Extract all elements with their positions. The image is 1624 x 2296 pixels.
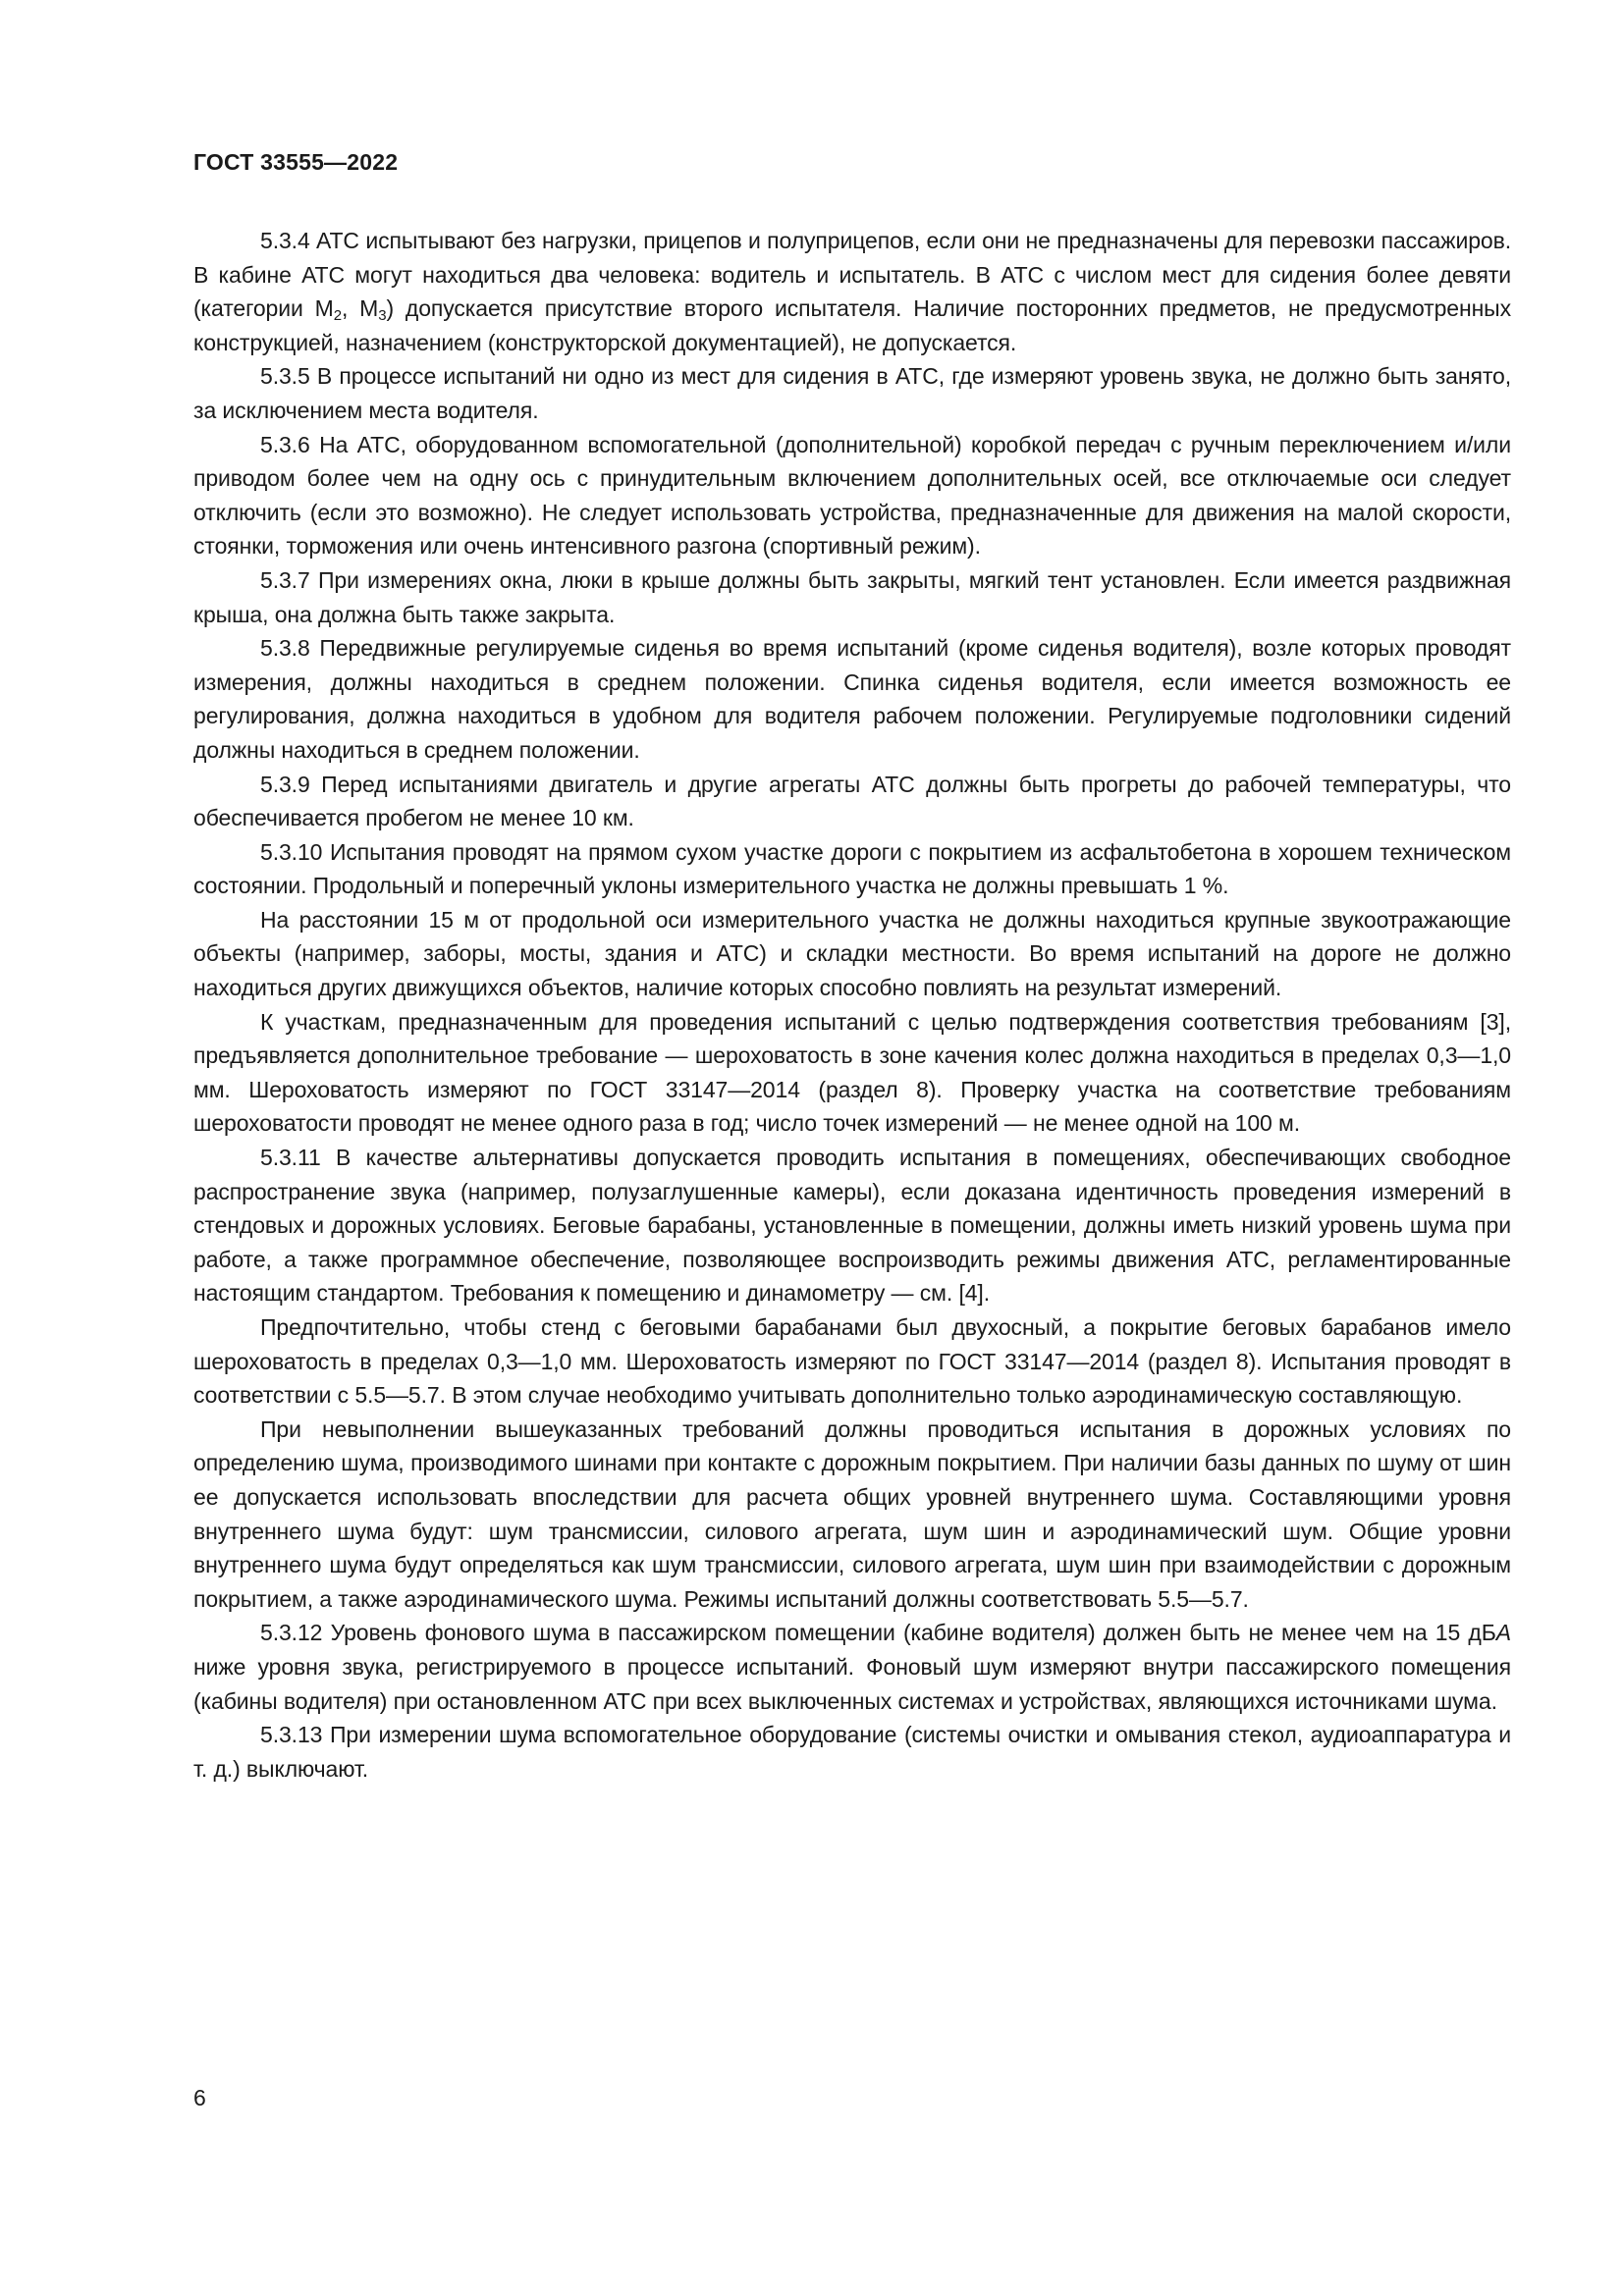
paragraph-5-3-10-distance: На расстоянии 15 м от продольной оси измерительного участка не должны находиться крупные звукоотражающие объекты (например, заборы, мосты, здания и АТС) и складки местности. Во время испытаний на дороге не должно находиться других движущихся объектов, наличие которых способно повлиять на результат измерений. <box>193 906 1511 1001</box>
paragraph-5-3-8: 5.3.8 Передвижные регулируемые сиденья во время испытаний (кроме сиденья водителя), возле которых проводят измерения, должны находиться в среднем положении. Спинка сиденья водителя, если имеется возможность ее регулирования, должна находиться в удобном для водителя рабочем положении. Регулируемые подголовники сидений должны находиться в среднем положении. <box>193 635 1511 763</box>
paragraph-5-3-10-roughness: К участкам, предназначенным для проведения испытаний с целью подтверждения соответствия требованиям [3], предъявляется дополнительное требование — шероховатость в зоне качения колес должна находиться в пределах 0,3—1,0 мм. Шероховатость измеряют по ГОСТ 33147—2014 (раздел 8). Проверку участка на соответствие требованиям шероховатости проводят не менее одного раза в год; число точек измерений — не менее одной на 100 м. <box>193 1008 1511 1137</box>
paragraph-5-3-11-stand: Предпочтительно, чтобы стенд с беговыми барабанами был двухосный, а покрытие беговых барабанов имело шероховатость в пределах 0,3—1,0 мм. Шероховатость измеряют по ГОСТ 33147—2014 (раздел 8). Испытания проводят в соответствии с 5.5—5.7. В этом случае необходимо учитывать дополнительно только аэродинамическую составляющую. <box>193 1314 1511 1409</box>
paragraph-5-3-6: 5.3.6 На АТС, оборудованном вспомогательной (дополнительной) коробкой передач с ручным переключением и/или приводом более чем на одну ось с принудительным включением дополнительных осей, все отключаемые оси следует отключить (если это возможно). Не следует использовать устройства, предназначенные для движения на малой скорости, стоянки, торможения или очень интенсивного разгона (спортивный режим). <box>193 431 1511 560</box>
page-number: 6 <box>193 2085 206 2110</box>
paragraph-5-3-12: 5.3.12 Уровень фонового шума в пассажирском помещении (кабине водителя) должен быть не менее чем на 15 дБА ниже уровня звука, регистрируемого в процессе испытаний. Фоновый шум измеряют внутри пассажирского помещения (кабины водителя) при остановленном АТС при всех выключенных системах и устройствах, являющихся источниками шума. <box>193 1620 1511 1714</box>
paragraph-5-3-9: 5.3.9 Перед испытаниями двигатель и другие агрегаты АТС должны быть прогреты до рабочей температуры, что обеспечивается пробегом не менее 10 км. <box>193 771 1511 831</box>
document-body <box>193 224 1511 1786</box>
paragraph-5-3-7: 5.3.7 При измерениях окна, люки в крыше должны быть закрыты, мягкий тент установлен. Если имеется раздвижная крыша, она должна быть также закрыта. <box>193 566 1511 627</box>
paragraph-5-3-11-road: При невыполнении вышеуказанных требований должны проводиться испытания в дорожных условиях по определению шума, производимого шинами при контакте с дорожным покрытием. При наличии базы данных по шуму от шин ее допускается использовать впоследствии для расчета общих уровней внутреннего шума. Составляющими уровня внутреннего шума будут: шум трансмиссии, силового агрегата, шум шин и аэродинамический шум. Общие уровни внутреннего шума будут определяться как шум трансмиссии, силового агрегата, шум шин при взаимодействии с дорожным покрытием, а также аэродинамического шума. Режимы испытаний должны соответствовать 5.5—5.7. <box>193 1415 1511 1612</box>
document-header: ГОСТ 33555—2022 <box>193 149 399 175</box>
paragraph-5-3-11: 5.3.11 В качестве альтернативы допускается проводить испытания в помещениях, обеспечивающих свободное распространение звука (например, полузаглушенные камеры), если доказана идентичность проведения измерений в стендовых и дорожных условиях. Беговые барабаны, установленные в помещении, должны иметь низкий уровень шума при работе, а также программное обеспечение, позволяющее воспроизводить режимы движения АТС, регламентированные настоящим стандартом. Требования к помещению и динамометру — см. [4]. <box>193 1145 1511 1307</box>
paragraph-5-3-4: 5.3.4 АТС испытывают без нагрузки, прицепов и полуприцепов, если они не предназначены для перевозки пассажиров. В кабине АТС могут находиться два человека: водитель и испытатель. В АТС с числом мест для сидения более девяти (категории $M_2$, $M_3$) допускается присутствие второго испытателя. Наличие посторонних предметов, не предусмотренных конструкцией, назначением (конструкторской документацией), не допускается. <box>193 228 1512 355</box>
paragraph-5-3-13: 5.3.13 При измерении шума вспомогательное оборудование (системы очистки и омывания стекол, аудиоаппаратура и т. д.) выключают. <box>193 1722 1511 1782</box>
paragraph-5-3-5: 5.3.5 В процессе испытаний ни одно из мест для сидения в АТС, где измеряют уровень звука, не должно быть занято, за исключением места водителя. <box>193 363 1511 423</box>
paragraph-5-3-10: 5.3.10 Испытания проводят на прямом сухом участке дороги с покрытием из асфальтобетона в хорошем техническом состоянии. Продольный и поперечный уклоны измерительного участка не должны превышать 1 %. <box>193 838 1511 899</box>
